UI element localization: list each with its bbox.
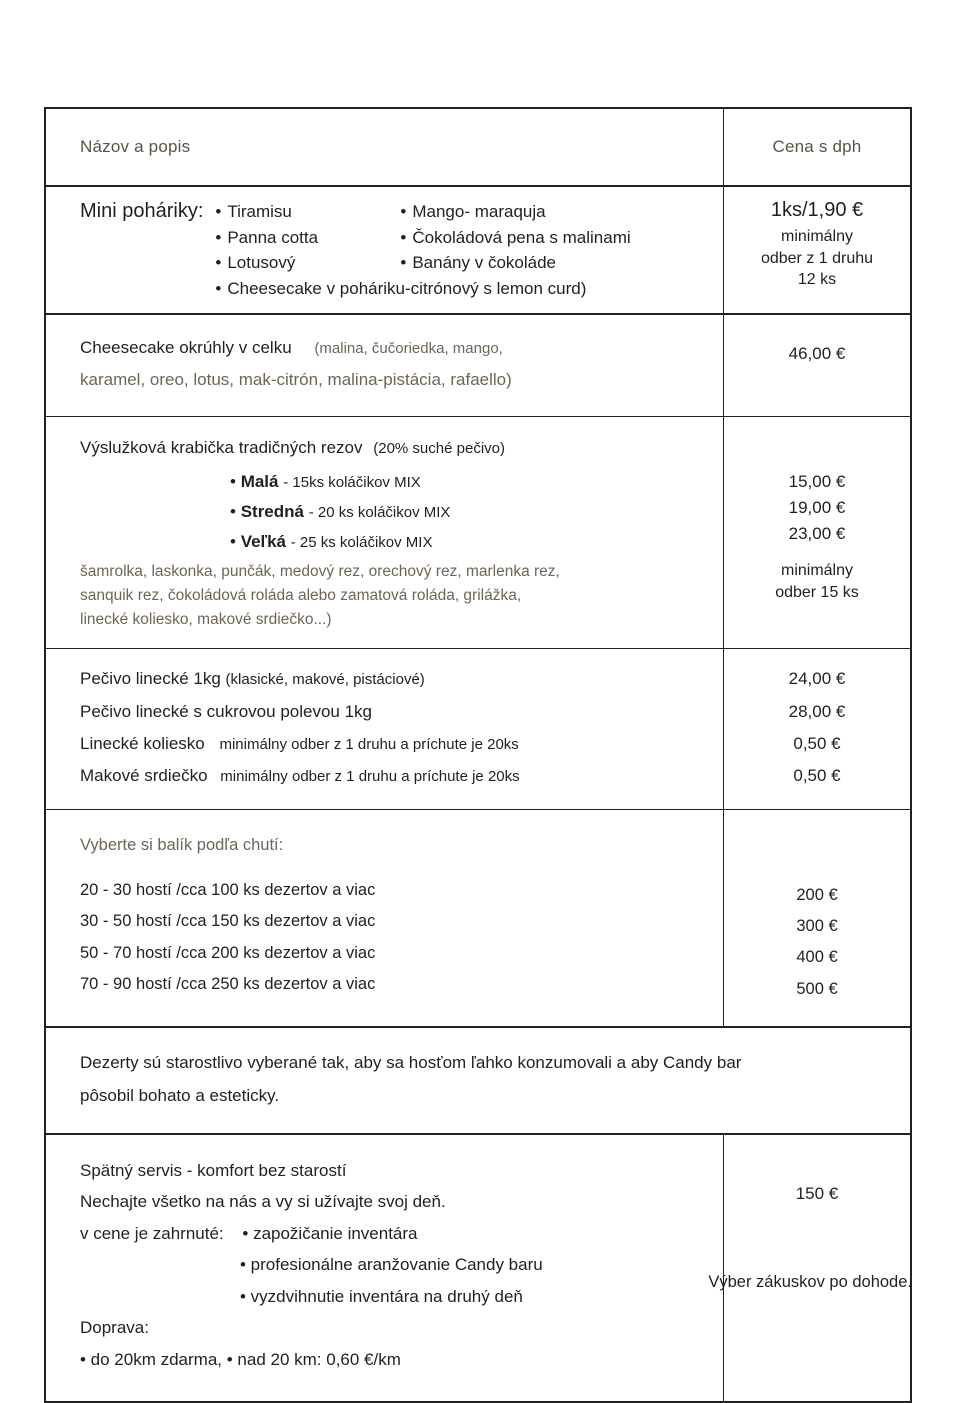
mini-poharky-label: Mini poháriky: [80, 200, 204, 222]
baliky-price-1: 200 € [796, 885, 838, 904]
table-row-poznamka [46, 1028, 910, 1135]
bullet-icon: • [215, 202, 222, 221]
pecivo-item-4-note: minimálny odber z 1 druhu a príchute je 20ks [220, 768, 520, 786]
pecivo-item-3-title: Linecké koliesko [80, 733, 205, 753]
vysluzka-detail-line-1: šamrolka, laskonka, punčák, medový rez, orechový rez, marlenka rez, [80, 563, 560, 581]
list-item [80, 760, 707, 792]
vysluzka-price-cell [724, 417, 910, 649]
poznamka-line-1: Dezerty sú starostlivo vyberané tak, aby sa hosťom ľahko konzumovali a aby Candy bar [80, 1053, 742, 1073]
pecivo-price-3: 0,50 € [793, 733, 841, 753]
table-row-mini-poharky [46, 187, 910, 315]
cheesecake-description [46, 315, 724, 416]
list-item [80, 497, 707, 527]
vysluzka-size-2-desc: - 20 ks koláčikov MIX [308, 503, 451, 521]
bullet-icon: • [400, 202, 407, 221]
price-table [44, 107, 912, 1403]
servis-line-2: Nechajte všetko na nás a vy si užívajte svoj deň. [80, 1192, 446, 1212]
vysluzka-size-3-desc: - 25 ks koláčikov MIX [290, 533, 433, 551]
bullet-icon: • [215, 278, 222, 298]
cheesecake-price-cell [724, 315, 910, 416]
list-item [215, 276, 740, 302]
list-item: 70 - 90 hostí /cca 250 ks dezertov a viac [80, 974, 376, 993]
pecivo-price-cell [724, 649, 910, 808]
vysluzka-title-note: (20% suché pečivo) [373, 439, 505, 457]
cheesecake-price: 46,00 € [788, 344, 846, 363]
footer-note: Výber zákuskov po dohode. [708, 1273, 912, 1291]
vysluzka-price-2: 19,00 € [788, 498, 846, 518]
vysluzka-title: Výslužková krabička tradičných rezov [80, 437, 363, 457]
header-cell-price [724, 109, 910, 185]
bullet-icon: • [230, 531, 241, 551]
mini-item-label: Lotusový [227, 253, 296, 272]
pecivo-item-1-note: (klasické, makové, pistáciové) [225, 671, 425, 689]
baliky-price-cell [724, 810, 910, 1027]
vysluzka-price-note-2: odber 15 ks [775, 584, 859, 602]
vysluzka-price-1: 15,00 € [788, 471, 846, 491]
list-item [215, 250, 400, 276]
baliky-heading: Vyberte si balík podľa chutí: [80, 835, 284, 854]
baliky-description [46, 810, 724, 1027]
pecivo-price-2: 28,00 € [788, 701, 846, 721]
list-item [400, 199, 740, 225]
mini-item-label: Cheesecake v poháriku-citrónový s lemon curd) [227, 278, 587, 298]
vysluzka-description [46, 417, 724, 649]
poznamka-line-2: pôsobil bohato a esteticky. [80, 1085, 280, 1105]
pecivo-price-1: 24,00 € [788, 669, 846, 689]
servis-description [46, 1135, 724, 1401]
vysluzka-size-1-name: Malá [240, 472, 279, 492]
baliky-price-2: 300 € [796, 916, 838, 935]
table-row-baliky [46, 810, 910, 1029]
list-item [80, 663, 707, 695]
list-item [80, 467, 707, 497]
servis-sub-1: • zapožičanie inventára [242, 1223, 418, 1243]
bullet-icon: • [400, 227, 407, 247]
vysluzka-detail-line-2: sanquik rez, čokoládová roláda alebo zamatová roláda, grilážka, [80, 587, 522, 605]
list-item [400, 225, 740, 251]
list-item [400, 250, 740, 276]
list-item [215, 199, 400, 225]
poznamka-description [46, 1028, 910, 1133]
pecivo-item-1-title: Pečivo linecké 1kg [80, 669, 221, 689]
bullet-icon: • [215, 227, 222, 247]
cheesecake-flavors-line-1: (malina, čučoriedka, mango, [314, 340, 503, 357]
pecivo-item-4-title: Makové srdiečko [80, 766, 208, 786]
vysluzka-size-3-name: Veľká [240, 531, 287, 551]
mini-item-label: Banány v čokoláde [412, 253, 556, 272]
table-row-cheesecake [46, 315, 910, 417]
mini-item-label: Mango- maraquja [412, 202, 546, 221]
pecivo-price-4: 0,50 € [793, 766, 841, 786]
bullet-icon: • [230, 501, 241, 521]
vysluzka-price-3: 23,00 € [788, 524, 846, 544]
vysluzka-price-note-1: minimálny [780, 561, 853, 579]
servis-sub-3: • vyzdvihnutie inventára na druhý deň [240, 1286, 523, 1306]
header-label-price: Cena s dph [772, 137, 862, 156]
servis-line-3-label: v cene je zahrnuté: [80, 1223, 224, 1243]
servis-price-cell [724, 1135, 910, 1401]
list-item: 30 - 50 hostí /cca 150 ks dezertov a viac [80, 912, 376, 931]
pecivo-item-3-note: minimálny odber z 1 druhu a príchute je 20ks [219, 735, 519, 753]
mini-poharky-price-note-1: minimálny [780, 228, 853, 245]
list-item: 50 - 70 hostí /cca 200 ks dezertov a viac [80, 943, 376, 962]
pecivo-item-2-title: Pečivo linecké s cukrovou polevou 1kg [80, 701, 372, 721]
cheesecake-flavors-line-2: karamel, oreo, lotus, mak-citrón, malina-pistácia, rafaello) [80, 370, 512, 390]
list-item: 20 - 30 hostí /cca 100 ks dezertov a viac [80, 880, 376, 899]
baliky-price-3: 400 € [796, 948, 838, 967]
header-cell-description [46, 109, 724, 185]
mini-poharky-price-note-2: odber z 1 druhu [760, 249, 874, 267]
vysluzka-detail-line-3: linecké koliesko, makové srdiečko...) [80, 611, 332, 629]
pecivo-description [46, 649, 724, 808]
mini-item-label: Tiramisu [227, 202, 292, 221]
servis-price: 150 € [795, 1183, 839, 1203]
vysluzka-size-1-desc: - 15ks koláčikov MIX [283, 474, 421, 492]
vysluzka-size-2-name: Stredná [240, 501, 304, 521]
servis-sub-2: • profesionálne aranžovanie Candy baru [240, 1255, 543, 1275]
list-item [80, 527, 707, 557]
servis-line-1: Spätný servis - komfort bez starostí [80, 1160, 347, 1180]
table-row-spatny-servis [46, 1135, 910, 1401]
mini-item-label: Čokoládová pena s malinami [412, 227, 631, 247]
servis-line-5: • do 20km zdarma, • nad 20 km: 0,60 €/km [80, 1349, 401, 1369]
table-row-vysluzkova-krabicka [46, 417, 910, 650]
bullet-icon: • [230, 472, 241, 492]
mini-poharky-description [46, 187, 724, 313]
bullet-icon: • [215, 253, 222, 272]
servis-line-4: Doprava: [80, 1318, 149, 1338]
servis-line-3 [80, 1218, 707, 1249]
mini-poharky-price: 1ks/1,90 € [770, 199, 864, 221]
bullet-icon: • [400, 253, 407, 272]
list-item [80, 728, 707, 760]
header-label-description: Názov a popis [80, 137, 191, 156]
baliky-price-4: 500 € [796, 979, 838, 998]
mini-poharky-price-cell [724, 187, 910, 313]
mini-item-label: Panna cotta [227, 227, 319, 247]
list-item [215, 225, 400, 251]
table-header-row [46, 109, 910, 187]
cheesecake-title: Cheesecake okrúhly v celku [80, 338, 292, 357]
list-item [80, 696, 707, 728]
table-row-pecivo-linecke [46, 649, 910, 809]
mini-poharky-price-note-3: 12 ks [797, 271, 837, 289]
